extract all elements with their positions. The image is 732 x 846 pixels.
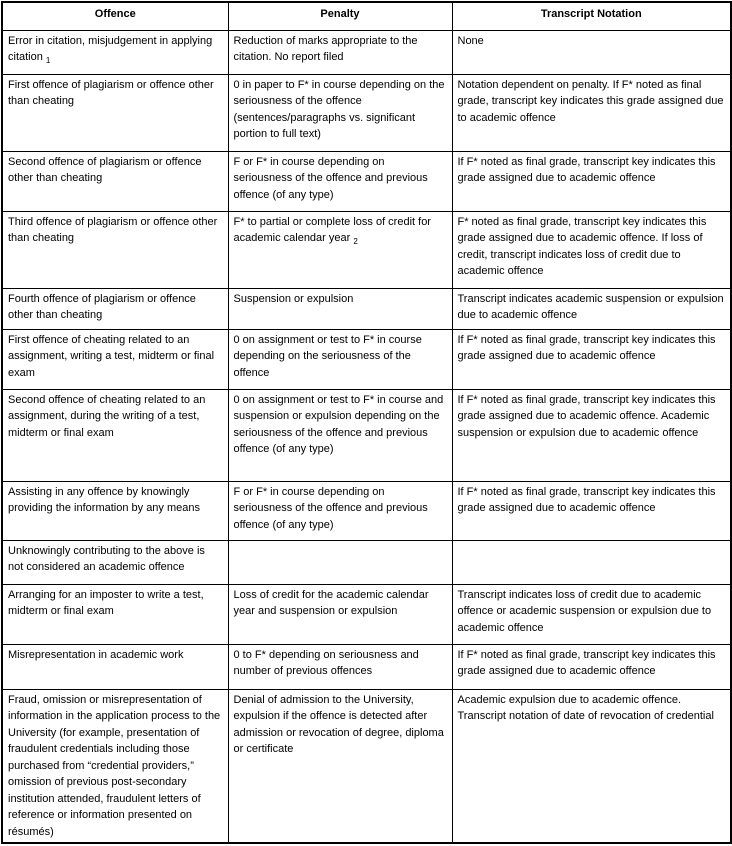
- offence-text: Second offence of cheating related to an assignment, during the writing of a test, midterm or final exam: [8, 393, 206, 439]
- penalty-text: Loss of credit for the academic calendar year and suspension or expulsion: [233, 588, 429, 617]
- offence-text: Fraud, omission or misrepresentation of information in the application process to the University (for example, presentation of fraudulent credentials including those purchased from “credential providers,” omission of previous post-secondary institution attended, fraudulent letters of reference or information presented on résumés): [8, 693, 221, 838]
- table-row: [2, 288, 731, 329]
- offence-cell: [2, 689, 228, 843]
- academic-offence-penalty-table: [1, 1, 732, 844]
- table-row: [2, 689, 731, 843]
- penalty-text: Reduction of marks appropriate to the citation. No report filed: [233, 34, 418, 63]
- table-row: [2, 30, 731, 74]
- notation-text: If F* noted as final grade, transcript key indicates this grade assigned due to academic offence: [457, 333, 716, 362]
- notation-text: F* noted as final grade, transcript key indicates this grade assigned due to academic offence. If loss of credit, transcript indicates loss of credit due to academic offence: [457, 215, 707, 277]
- table-row: [2, 389, 731, 481]
- offence-cell: [2, 288, 228, 329]
- penalty-cell: [228, 74, 452, 151]
- notation-cell: [452, 329, 731, 389]
- table-row: [2, 481, 731, 540]
- penalty-cell: [228, 288, 452, 329]
- offence-text: Unknowingly contributing to the above is not considered an academic offence: [8, 544, 205, 573]
- column-header-penalty: Penalty: [228, 2, 452, 30]
- offence-text: Misrepresentation in academic work: [8, 648, 184, 661]
- penalty-cell: [228, 540, 452, 584]
- offence-text: Fourth offence of plagiarism or offence other than cheating: [8, 292, 196, 321]
- notation-cell: [452, 288, 731, 329]
- offence-cell: [2, 329, 228, 389]
- notation-text: If F* noted as final grade, transcript key indicates this grade assigned due to academic offence. Academic suspension or expulsion due to academic offence: [457, 393, 716, 439]
- table-row: [2, 584, 731, 644]
- table-row: [2, 151, 731, 211]
- offence-text: Error in citation, misjudgement in applying citation: [8, 34, 213, 63]
- offence-cell: [2, 389, 228, 481]
- table-row: [2, 211, 731, 288]
- notation-cell: [452, 74, 731, 151]
- offence-text: First offence of cheating related to an assignment, writing a test, midterm or final exam: [8, 333, 215, 379]
- notation-text: Notation dependent on penalty. If F* noted as final grade, transcript key indicates this grade assigned due to academic offence: [457, 78, 724, 124]
- notation-cell: [452, 481, 731, 540]
- notation-cell: [452, 151, 731, 211]
- offence-cell: [2, 151, 228, 211]
- penalty-cell: [228, 211, 452, 288]
- penalty-text: F or F* in course depending on seriousness of the offence and previous offence (of any type): [233, 485, 428, 531]
- footnote-ref: 1: [45, 56, 51, 66]
- notation-cell: [452, 540, 731, 584]
- notation-text: Academic expulsion due to academic offence. Transcript notation of date of revocation of credential: [457, 693, 714, 722]
- penalty-cell: [228, 389, 452, 481]
- notation-cell: [452, 30, 731, 74]
- penalty-cell: [228, 644, 452, 689]
- penalty-cell: [228, 151, 452, 211]
- table-row: [2, 540, 731, 584]
- notation-text: If F* noted as final grade, transcript key indicates this grade assigned due to academic offence: [457, 155, 716, 184]
- penalty-text: 0 to F* depending on seriousness and number of previous offences: [233, 648, 419, 677]
- table-row: [2, 644, 731, 689]
- column-header-offence: Offence: [2, 2, 228, 30]
- penalty-text: Denial of admission to the University, expulsion if the offence is detected after admission or revocation of degree, diploma or certificate: [233, 693, 444, 755]
- penalty-text: 0 on assignment or test to F* in course depending on the seriousness of the offence: [233, 333, 422, 379]
- notation-cell: [452, 584, 731, 644]
- notation-cell: [452, 689, 731, 843]
- offence-text: First offence of plagiarism or offence other than cheating: [8, 78, 214, 107]
- penalty-cell: [228, 584, 452, 644]
- offence-text: Second offence of plagiarism or offence other than cheating: [8, 155, 202, 184]
- penalty-text: 0 on assignment or test to F* in course and suspension or expulsion depending on the seriousness of the offence and previous offence (of any type): [233, 393, 444, 455]
- offence-text: Third offence of plagiarism or offence other than cheating: [8, 215, 218, 244]
- notation-text: None: [457, 34, 484, 47]
- penalty-text: Suspension or expulsion: [233, 292, 354, 305]
- offence-cell: [2, 584, 228, 644]
- notation-cell: [452, 389, 731, 481]
- table-row: [2, 74, 731, 151]
- offence-cell: [2, 481, 228, 540]
- offence-cell: [2, 644, 228, 689]
- notation-cell: [452, 644, 731, 689]
- notation-text: If F* noted as final grade, transcript key indicates this grade assigned due to academic offence: [457, 485, 716, 514]
- notation-text: If F* noted as final grade, transcript key indicates this grade assigned due to academic offence: [457, 648, 716, 677]
- offence-cell: [2, 30, 228, 74]
- table-row: [2, 329, 731, 389]
- offence-cell: [2, 211, 228, 288]
- penalty-text: F* to partial or complete loss of credit for academic calendar year: [233, 215, 431, 244]
- offence-text: Assisting in any offence by knowingly providing the information by any means: [8, 485, 200, 514]
- footnote-ref: 2: [353, 237, 358, 247]
- offence-cell: [2, 540, 228, 584]
- offence-text: Arranging for an imposter to write a test, midterm or final exam: [8, 588, 204, 617]
- penalty-cell: [228, 329, 452, 389]
- header-row: [2, 2, 731, 30]
- penalty-cell: [228, 689, 452, 843]
- offence-cell: [2, 74, 228, 151]
- notation-text: Transcript indicates academic suspension or expulsion due to academic offence: [457, 292, 724, 321]
- notation-text: Transcript indicates loss of credit due to academic offence or academic suspension or expulsion due to academic offence: [457, 588, 712, 634]
- notation-cell: [452, 211, 731, 288]
- penalty-text: 0 in paper to F* in course depending on the seriousness of the offence (sentences/paragraphs vs. significant portion to full text): [233, 78, 445, 140]
- penalty-text: F or F* in course depending on seriousness of the offence and previous offence (of any type): [233, 155, 428, 201]
- penalty-cell: [228, 481, 452, 540]
- penalty-cell: [228, 30, 452, 74]
- column-header-transcript-notation: Transcript Notation: [452, 2, 731, 30]
